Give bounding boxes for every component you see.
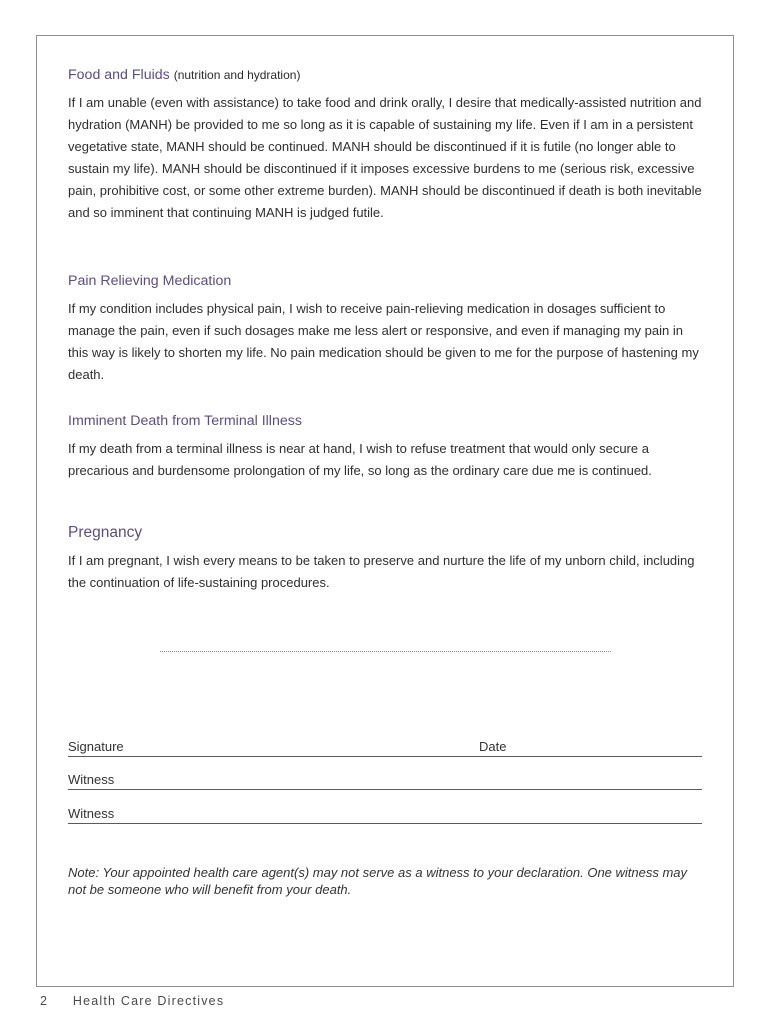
section-heading: Pregnancy — [68, 524, 143, 541]
witness-label: Witness — [68, 806, 115, 821]
section-pregnancy — [68, 524, 704, 594]
section-food-and-fluids — [68, 66, 704, 224]
heading-subtext: (nutrition and hydration) — [173, 68, 301, 82]
section-body: If my condition includes physical pain, I wish to receive pain-relieving medication in dosages sufficient to manage the pain, even if such dosages make me less alert or responsive, and even if managing my pain in this way is likely to shorten my life. No pain medication should be given to me for the purpose of hastening my death. — [68, 301, 699, 382]
section-pain-relieving-medication — [68, 272, 704, 386]
section-body: If I am unable (even with assistance) to take food and drink orally, I desire that medically-assisted nutrition and hydration (MANH) be provided to me so long as it is capable of sustaining my life. Even if I am in a persistent vegetative state, MANH should be continued. MANH should be discontinued if it is futile (no longer able to sustain my life). MANH should be discontinued if it imposes excessive burdens to me (serious risk, excessive pain, prohibitive cost, or some other extreme burden). MANH should be discontinued if death is both inevitable and so imminent that continuing MANH is judged futile. — [68, 95, 702, 220]
witness-line-1[interactable] — [68, 769, 702, 790]
footer-title: Health Care Directives — [72, 994, 225, 1008]
heading-text: Food and Fluids — [68, 67, 170, 83]
date-label: Date — [479, 739, 507, 754]
dotted-divider — [160, 651, 611, 652]
section-heading — [68, 66, 704, 84]
section-heading: Imminent Death from Terminal Illness — [68, 413, 302, 429]
section-body: If I am pregnant, I wish every means to be taken to preserve and nurture the life of my unborn child, including the continuation of life-sustaining procedures. — [68, 553, 695, 590]
signature-line[interactable] — [68, 736, 702, 757]
section-heading: Pain Relieving Medication — [68, 273, 232, 289]
section-body: If my death from a terminal illness is near at hand, I wish to refuse treatment that would only secure a precarious and burdensome prolongation of my life, so long as the ordinary care due me is continued. — [68, 441, 652, 478]
signature-label: Signature — [68, 739, 124, 754]
witness-label: Witness — [68, 772, 115, 787]
section-imminent-death — [68, 412, 704, 482]
witness-note: Note: Your appointed health care agent(s) may not serve as a witness to your declaration. One witness may not be someone who will benefit from your death. — [68, 865, 688, 897]
page-footer — [40, 994, 224, 1008]
witness-line-2[interactable] — [68, 803, 702, 824]
page-number: 2 — [40, 994, 49, 1008]
